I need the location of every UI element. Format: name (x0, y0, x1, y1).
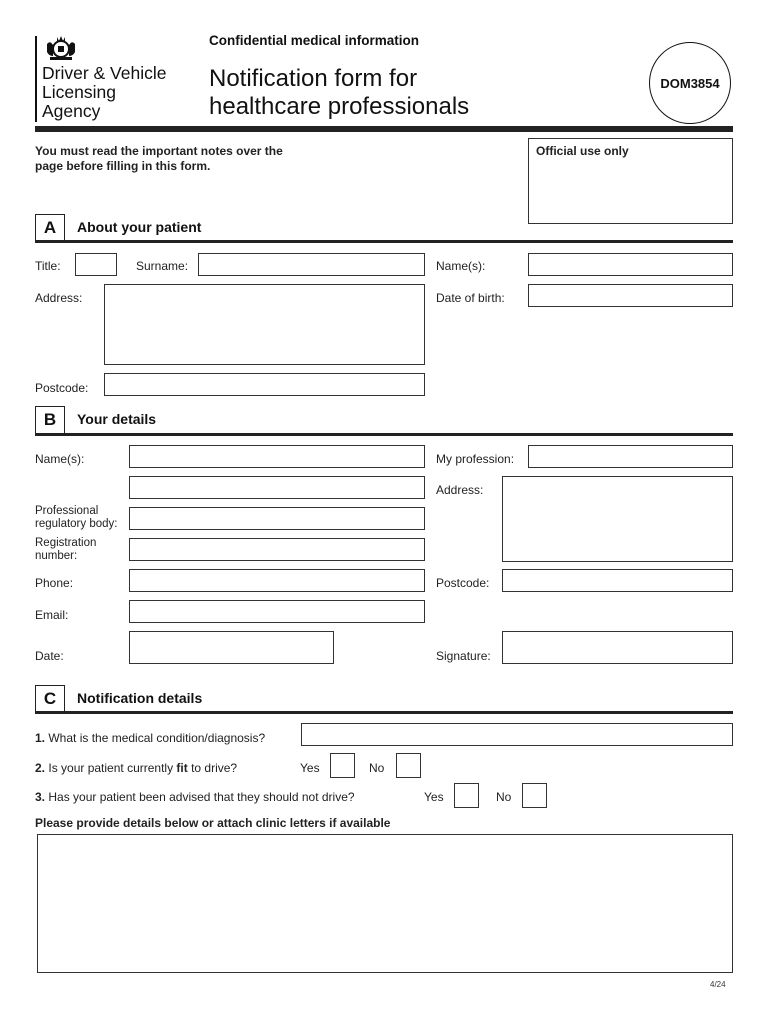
patient-address-label: Address: (35, 291, 83, 305)
question-2-text-end: to drive? (187, 761, 238, 775)
crest-logo-icon (44, 34, 78, 62)
your-postcode-label: Postcode: (436, 576, 490, 590)
q2-yes-label: Yes (300, 761, 320, 775)
your-names-field-2[interactable] (129, 476, 425, 499)
agency-name (42, 64, 167, 121)
header-rule (35, 126, 733, 132)
logo-divider (35, 36, 37, 122)
registration-number-line-2: number: (35, 550, 78, 562)
q2-yes-checkbox[interactable] (330, 753, 355, 778)
regulatory-body-label (35, 505, 117, 531)
patient-postcode-label: Postcode: (35, 381, 89, 395)
patient-names-label: Name(s): (436, 259, 486, 273)
signature-label: Signature: (436, 649, 491, 663)
section-b-letter: B (35, 406, 65, 434)
patient-dob-field[interactable] (528, 284, 733, 307)
question-3-number: 3. (35, 790, 46, 804)
question-2-text-start: Is your patient currently (48, 761, 177, 775)
profession-label: My profession: (436, 452, 515, 466)
q3-no-label: No (496, 790, 512, 804)
page-code: 4/24 (710, 980, 726, 989)
agency-line-3: Agency (42, 101, 101, 121)
details-label: Please provide details below or attach clinic letters if available (35, 816, 391, 830)
agency-line-1: Driver & Vehicle (42, 63, 167, 83)
your-names-label: Name(s): (35, 452, 85, 466)
section-c-rule (35, 711, 733, 714)
phone-field[interactable] (129, 569, 425, 592)
section-a-title: About your patient (77, 219, 202, 235)
registration-number-label (35, 537, 96, 563)
your-names-field-1[interactable] (129, 445, 425, 468)
q3-yes-checkbox[interactable] (454, 783, 479, 808)
your-address-label: Address: (436, 483, 484, 497)
official-use-box (528, 138, 733, 224)
question-1-number: 1. (35, 731, 46, 745)
email-label: Email: (35, 608, 69, 622)
confidential-label: Confidential medical information (209, 33, 420, 48)
patient-surname-field[interactable] (198, 253, 425, 276)
patient-dob-label: Date of birth: (436, 291, 505, 305)
agency-line-2: Licensing (42, 82, 116, 102)
registration-number-line-1: Registration (35, 537, 97, 549)
question-2 (35, 761, 237, 775)
section-b-rule (35, 433, 733, 436)
your-address-field[interactable] (502, 476, 733, 562)
profession-field[interactable] (528, 445, 733, 468)
details-field[interactable] (37, 834, 733, 973)
section-a-rule (35, 240, 733, 243)
section-a-letter: A (35, 214, 65, 242)
patient-surname-label: Surname: (136, 259, 189, 273)
date-label: Date: (35, 649, 64, 663)
patient-postcode-field[interactable] (104, 373, 425, 396)
patient-names-field[interactable] (528, 253, 733, 276)
regulatory-body-line-2: regulatory body: (35, 518, 118, 530)
phone-label: Phone: (35, 576, 74, 590)
patient-address-field[interactable] (104, 284, 425, 365)
form-title (209, 65, 469, 121)
question-3-text: Has your patient been advised that they should not drive? (48, 790, 355, 804)
question-2-number: 2. (35, 761, 46, 775)
regulatory-body-field[interactable] (129, 507, 425, 530)
email-field[interactable] (129, 600, 425, 623)
intro-line-2: page before filling in this form. (35, 159, 211, 173)
form-title-line-2: healthcare professionals (209, 93, 470, 120)
form-title-line-1: Notification form for (209, 65, 418, 92)
intro-line-1: You must read the important notes over the (35, 144, 283, 158)
question-2-emphasis: fit (176, 761, 188, 775)
question-1 (35, 731, 265, 745)
signature-field[interactable] (502, 631, 733, 664)
q3-no-checkbox[interactable] (522, 783, 547, 808)
your-postcode-field[interactable] (502, 569, 733, 592)
regulatory-body-line-1: Professional (35, 505, 99, 517)
section-b-title: Your details (77, 411, 157, 427)
patient-title-label: Title: (35, 259, 61, 273)
q2-no-label: No (369, 761, 385, 775)
q3-yes-label: Yes (424, 790, 444, 804)
q2-no-checkbox[interactable] (396, 753, 421, 778)
form-code-badge: DOM3854 (649, 42, 731, 124)
section-c-letter: C (35, 685, 65, 713)
question-1-text: What is the medical condition/diagnosis? (48, 731, 266, 745)
diagnosis-field[interactable] (301, 723, 733, 746)
official-use-label: Official use only (536, 144, 629, 158)
section-c-title: Notification details (77, 690, 203, 706)
question-3 (35, 790, 355, 804)
registration-number-field[interactable] (129, 538, 425, 561)
date-field[interactable] (129, 631, 334, 664)
patient-title-field[interactable] (75, 253, 117, 276)
